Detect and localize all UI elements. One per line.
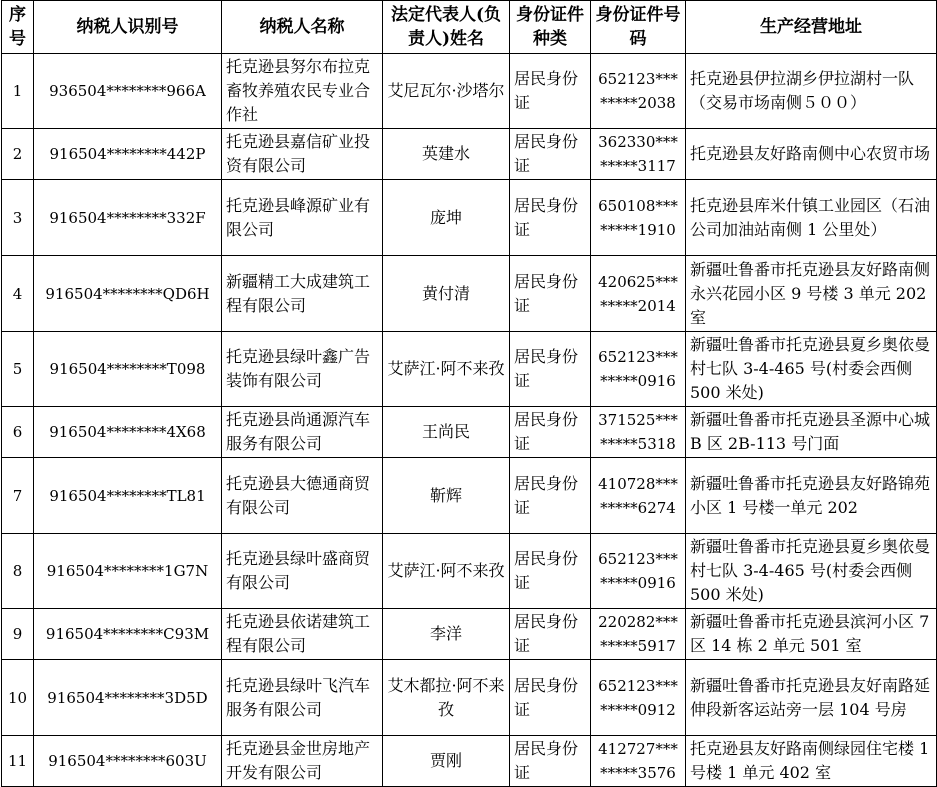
row-id-number [591,660,686,736]
row-address: 托克逊县库米什镇工业园区（石油公司加油站南侧 1 公里处） [686,180,937,256]
row-tax-id: 936504********966A [34,54,222,129]
id-number-suffix: *****0916 [600,372,676,390]
row-address: 托克逊县伊拉湖乡伊拉湖村一队（交易市场南侧５００） [686,54,937,129]
row-id-number [591,256,686,332]
row-id-number [591,129,686,180]
id-number-prefix: 362330*** [598,133,678,151]
taxpayer-table [1,0,937,787]
row-seq: 7 [2,458,34,534]
row-address: 新疆吐鲁番市托克逊县友好路南侧永兴花园小区 9 号楼 3 单元 202 室 [686,256,937,332]
row-seq: 10 [2,660,34,736]
header-id-number: 身份证件号码 [591,1,686,54]
row-id-number [591,736,686,787]
row-seq: 9 [2,609,34,660]
row-legal-rep: 黄付清 [383,256,510,332]
row-legal-rep: 李洋 [383,609,510,660]
row-legal-rep: 贾刚 [383,736,510,787]
row-tax-id: 916504********QD6H [34,256,222,332]
id-number-prefix: 652123*** [598,70,678,88]
row-taxpayer-name: 托克逊县依诺建筑工程有限公司 [222,609,383,660]
id-number-prefix: 220282*** [598,613,678,631]
row-id-type: 居民身份证 [510,609,591,660]
row-tax-id: 916504********603U [34,736,222,787]
id-number-prefix: 412727*** [598,740,678,758]
table-row [2,407,937,458]
row-legal-rep: 艾萨江·阿不来孜 [383,534,510,609]
id-number-suffix: *****5318 [600,435,676,453]
id-number-prefix: 652123*** [598,348,678,366]
table-row [2,534,937,609]
row-id-number [591,458,686,534]
table-row [2,180,937,256]
id-number-prefix: 410728*** [598,474,678,493]
row-tax-id: 916504********T098 [34,332,222,407]
id-number-suffix: *****3117 [600,157,676,175]
row-seq: 8 [2,534,34,609]
row-id-type: 居民身份证 [510,180,591,256]
row-taxpayer-name: 托克逊县金世房地产开发有限公司 [222,736,383,787]
row-id-type: 居民身份证 [510,256,591,332]
row-taxpayer-name: 托克逊县绿叶鑫广告装饰有限公司 [222,332,383,407]
id-number-suffix: *****6274 [600,498,676,517]
id-number-prefix: 420625*** [598,272,678,291]
row-address: 新疆吐鲁番市托克逊县友好路锦苑小区 1 号楼一单元 202 [686,458,937,534]
header-seq: 序号 [2,1,34,54]
id-number-suffix: *****2014 [600,296,676,315]
row-id-type: 居民身份证 [510,407,591,458]
row-seq: 5 [2,332,34,407]
id-number-suffix: *****3576 [600,764,676,782]
row-address: 托克逊县友好路南侧中心农贸市场 [686,129,937,180]
row-id-type: 居民身份证 [510,660,591,736]
id-number-suffix: *****0912 [600,700,676,719]
table-row [2,54,937,129]
id-number-prefix: 650108*** [598,196,678,215]
id-number-suffix: *****5917 [600,637,676,655]
header-tax-id: 纳税人识别号 [34,1,222,54]
row-address: 新疆吐鲁番市托克逊县夏乡奥依曼村七队 3-4-465 号(村委会西侧 500 米处) [686,534,937,609]
table-row [2,332,937,407]
table-row [2,458,937,534]
row-taxpayer-name: 托克逊县大德通商贸有限公司 [222,458,383,534]
row-legal-rep: 艾尼瓦尔·沙塔尔 [383,54,510,129]
row-id-number [591,54,686,129]
row-taxpayer-name: 托克逊县绿叶盛商贸有限公司 [222,534,383,609]
row-id-type: 居民身份证 [510,129,591,180]
header-address: 生产经营地址 [686,1,937,54]
row-seq: 11 [2,736,34,787]
id-number-prefix: 652123*** [598,550,678,568]
row-address: 新疆吐鲁番市托克逊县圣源中心城 B 区 2B-113 号门面 [686,407,937,458]
row-address: 托克逊县友好路南侧绿园住宅楼 1 号楼 1 单元 402 室 [686,736,937,787]
table-row [2,256,937,332]
row-taxpayer-name: 托克逊县嘉信矿业投资有限公司 [222,129,383,180]
row-legal-rep: 庞坤 [383,180,510,256]
row-tax-id: 916504********3D5D [34,660,222,736]
row-legal-rep: 英建水 [383,129,510,180]
table-row [2,736,937,787]
row-taxpayer-name: 托克逊县努尔布拉克畜牧养殖农民专业合作社 [222,54,383,129]
table-row [2,609,937,660]
row-address: 新疆吐鲁番市托克逊县友好南路延伸段新客运站旁一层 104 号房 [686,660,937,736]
table-row [2,660,937,736]
row-id-number [591,332,686,407]
row-taxpayer-name: 托克逊县峰源矿业有限公司 [222,180,383,256]
row-tax-id: 916504********332F [34,180,222,256]
row-tax-id: 916504********4X68 [34,407,222,458]
row-id-number [591,534,686,609]
row-tax-id: 916504********1G7N [34,534,222,609]
row-legal-rep: 艾木都拉·阿不来孜 [383,660,510,736]
id-number-prefix: 371525*** [598,411,678,429]
row-legal-rep: 靳辉 [383,458,510,534]
row-seq: 1 [2,54,34,129]
id-number-prefix: 652123*** [598,676,678,695]
row-taxpayer-name: 托克逊县尚通源汽车服务有限公司 [222,407,383,458]
row-id-type: 居民身份证 [510,534,591,609]
row-tax-id: 916504********442P [34,129,222,180]
id-number-suffix: *****2038 [600,94,676,112]
row-seq: 3 [2,180,34,256]
row-seq: 4 [2,256,34,332]
row-legal-rep: 王尚民 [383,407,510,458]
row-tax-id: 916504********C93M [34,609,222,660]
row-address: 新疆吐鲁番市托克逊县滨河小区 7 区 14 栋 2 单元 501 室 [686,609,937,660]
row-id-number [591,609,686,660]
row-id-number [591,407,686,458]
row-address: 新疆吐鲁番市托克逊县夏乡奥依曼村七队 3-4-465 号(村委会西侧 500 米处) [686,332,937,407]
id-number-suffix: *****0916 [600,574,676,592]
header-id-type: 身份证件种类 [510,1,591,54]
row-seq: 2 [2,129,34,180]
header-taxpayer-name: 纳税人名称 [222,1,383,54]
table-row [2,129,937,180]
row-taxpayer-name: 新疆精工大成建筑工程有限公司 [222,256,383,332]
header-row [2,1,937,54]
header-legal-rep: 法定代表人(负责人)姓名 [383,1,510,54]
row-id-type: 居民身份证 [510,736,591,787]
row-seq: 6 [2,407,34,458]
row-tax-id: 916504********TL81 [34,458,222,534]
row-id-type: 居民身份证 [510,458,591,534]
row-id-number [591,180,686,256]
row-taxpayer-name: 托克逊县绿叶飞汽车服务有限公司 [222,660,383,736]
row-legal-rep: 艾萨江·阿不来孜 [383,332,510,407]
row-id-type: 居民身份证 [510,54,591,129]
row-id-type: 居民身份证 [510,332,591,407]
id-number-suffix: *****1910 [600,220,676,239]
